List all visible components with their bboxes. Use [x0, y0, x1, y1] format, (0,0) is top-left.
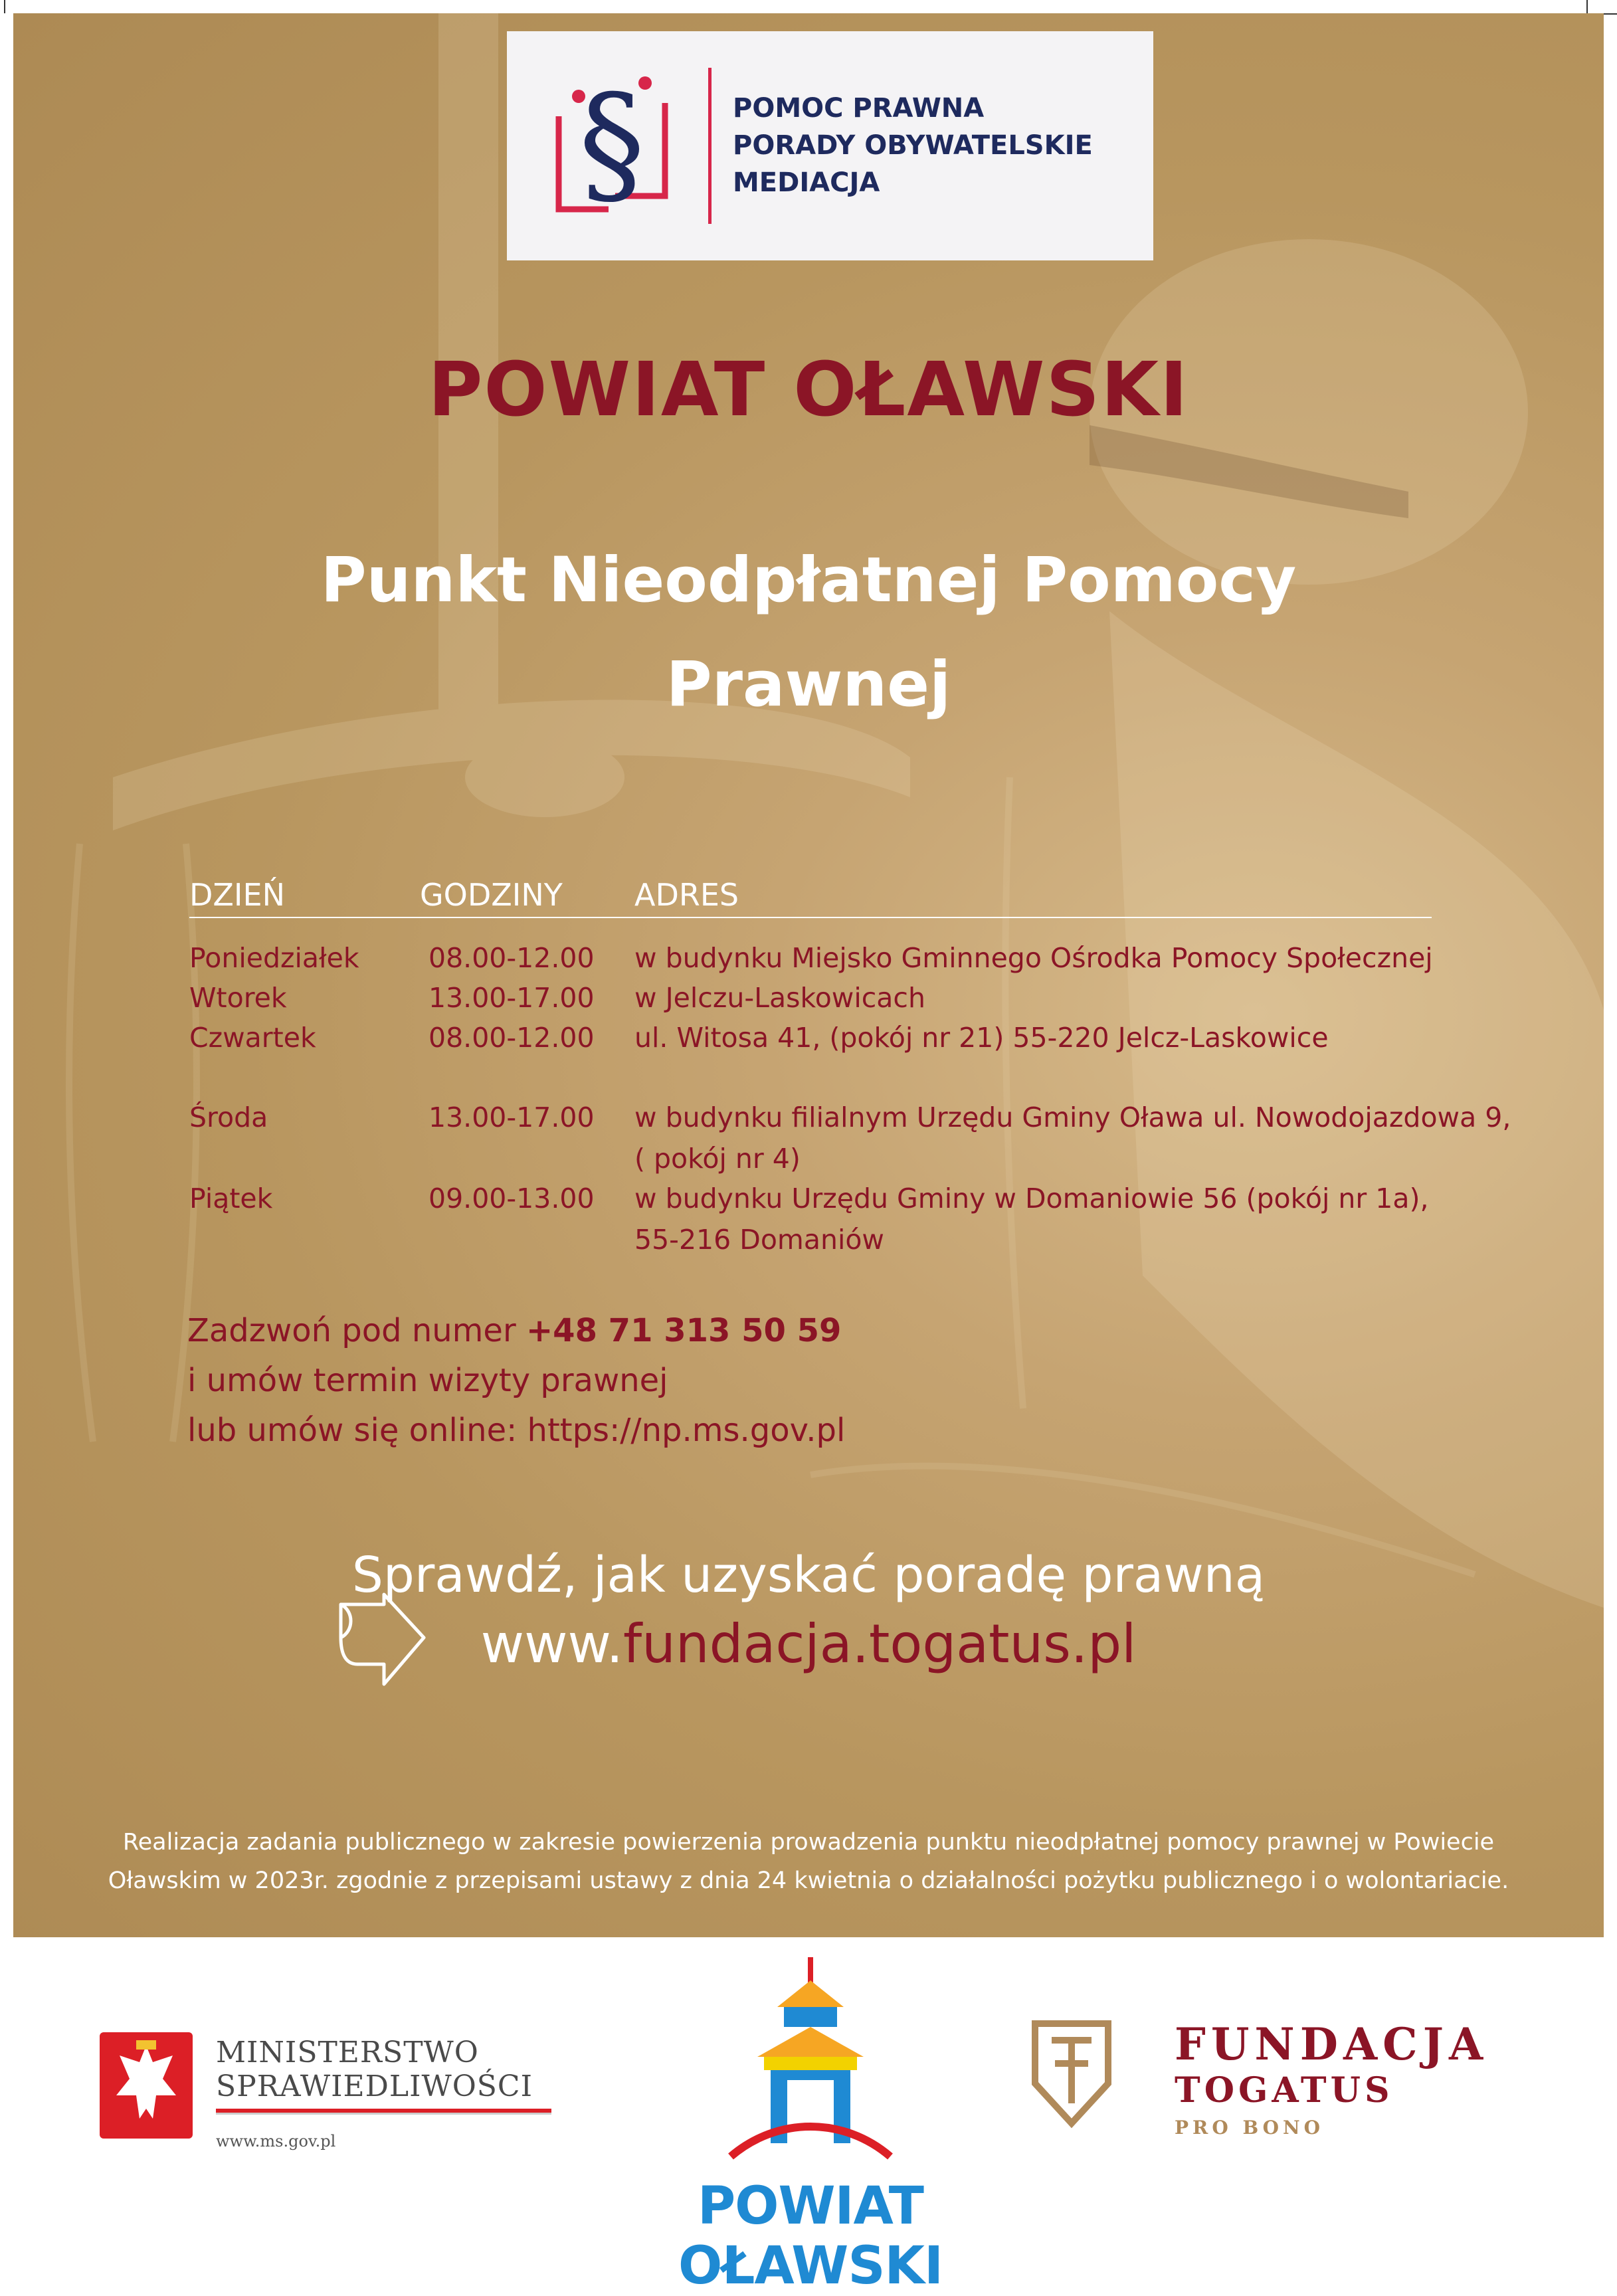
logo-line-3: MEDIACJA: [733, 167, 880, 198]
url-prefix: www.: [480, 1613, 624, 1675]
crop-mark: [4, 0, 5, 13]
togatus-shield-icon: [1028, 2017, 1115, 2130]
row-address: w Jelczu-Laskowicach: [634, 982, 925, 1014]
header-hours: GODZINY: [420, 877, 563, 913]
logo-divider: [708, 68, 712, 224]
footnote: [0, 1823, 1617, 1900]
ministry-line-2: SPRAWIEDLIWOŚCI: [216, 2069, 533, 2103]
ministry-url[interactable]: www.ms.gov.pl: [216, 2132, 336, 2151]
page-subtitle: [0, 528, 1617, 737]
polish-eagle-icon: [100, 2032, 193, 2139]
ministry-logo: [100, 2032, 565, 2165]
fundacja-line-1: FUNDACJA: [1175, 2018, 1489, 2070]
header-divider: [189, 917, 1432, 918]
logo-line-1: POMOC PRAWNA: [733, 93, 985, 124]
page-title: POWIAT OŁAWSKI: [428, 347, 1189, 433]
row-address-cont: ( pokój nr 4): [634, 1143, 801, 1175]
fundacja-line-3: PRO BONO: [1175, 2117, 1325, 2139]
row-address: ul. Witosa 41, (pokój nr 21) 55-220 Jelcz-Laskowice: [634, 1022, 1329, 1054]
ministry-line-1: MINISTERSTWO: [216, 2036, 479, 2069]
paragraph-book-icon: [545, 63, 678, 223]
tower-icon: [724, 1957, 897, 2163]
row-day: Piątek: [189, 1183, 273, 1214]
subtitle-line-2: Prawnej: [666, 648, 951, 721]
row-address: w budynku filialnym Urzędu Gminy Oława ul. Nowodojazdowa 9,: [634, 1101, 1511, 1133]
crop-mark: [1604, 13, 1617, 15]
footnote-line-1: Realizacja zadania publicznego w zakresie powierzenia prowadzenia punktu nieodpłatnej pomocy prawnej w Powiecie: [122, 1829, 1495, 1856]
row-address: w budynku Miejsko Gminnego Ośrodka Pomocy Społecznej: [634, 942, 1433, 974]
check-text: Sprawdź, jak uzyskać poradę prawną: [351, 1547, 1266, 1604]
website-link[interactable]: [0, 1613, 1617, 1675]
logo-line-2: PORADY OBYWATELSKIE: [733, 130, 1093, 161]
header-day: DZIEŃ: [189, 877, 285, 913]
logo-text: [733, 90, 1093, 201]
row-day: Wtorek: [189, 982, 287, 1014]
row-hours: 08.00-12.00: [428, 1022, 595, 1054]
powiat-logo-text: POWIAT OŁAWSKI: [678, 2176, 943, 2296]
pomoc-prawna-logo-box: [507, 31, 1153, 260]
ministry-flag-line-white: [216, 2113, 551, 2115]
footnote-line-2: Oławskim w 2023r. zgodnie z przepisami ustawy z dnia 24 kwietnia o działalności pożytku publicznego i o wolontariacie.: [108, 1867, 1509, 1894]
contact-line-3: lub umów się online: https://np.ms.gov.pl: [187, 1412, 846, 1449]
url-rest: fundacja.togatus.pl: [623, 1613, 1137, 1675]
row-day: Czwartek: [189, 1022, 316, 1054]
contact-line-2: i umów termin wizyty prawnej: [187, 1362, 668, 1399]
contact-call-line: [187, 1312, 841, 1349]
fundacja-line-2: TOGATUS: [1175, 2070, 1394, 2111]
row-day: Środa: [189, 1101, 268, 1133]
logos-bar: [0, 1937, 1617, 2296]
row-hours: 13.00-17.00: [428, 982, 595, 1014]
subtitle-line-1: Punkt Nieodpłatnej Pomocy: [320, 544, 1297, 617]
row-address-cont: 55-216 Domaniów: [634, 1224, 884, 1256]
row-hours: 08.00-12.00: [428, 942, 595, 974]
phone-number[interactable]: +48 71 313 50 59: [525, 1312, 842, 1349]
powiat-logo: [624, 1957, 997, 2296]
svg-text:§: §: [579, 66, 645, 221]
crop-mark: [1586, 0, 1588, 13]
row-address: w budynku Urzędu Gminy w Domaniowie 56 (pokój nr 1a),: [634, 1183, 1429, 1214]
fundacja-togatus-logo: [1028, 2017, 1547, 2150]
header-address: ADRES: [634, 877, 739, 913]
row-hours: 09.00-13.00: [428, 1183, 595, 1214]
row-hours: 13.00-17.00: [428, 1101, 595, 1133]
row-day: Poniedziałek: [189, 942, 359, 974]
call-prefix: Zadzwoń pod numer: [187, 1312, 526, 1349]
